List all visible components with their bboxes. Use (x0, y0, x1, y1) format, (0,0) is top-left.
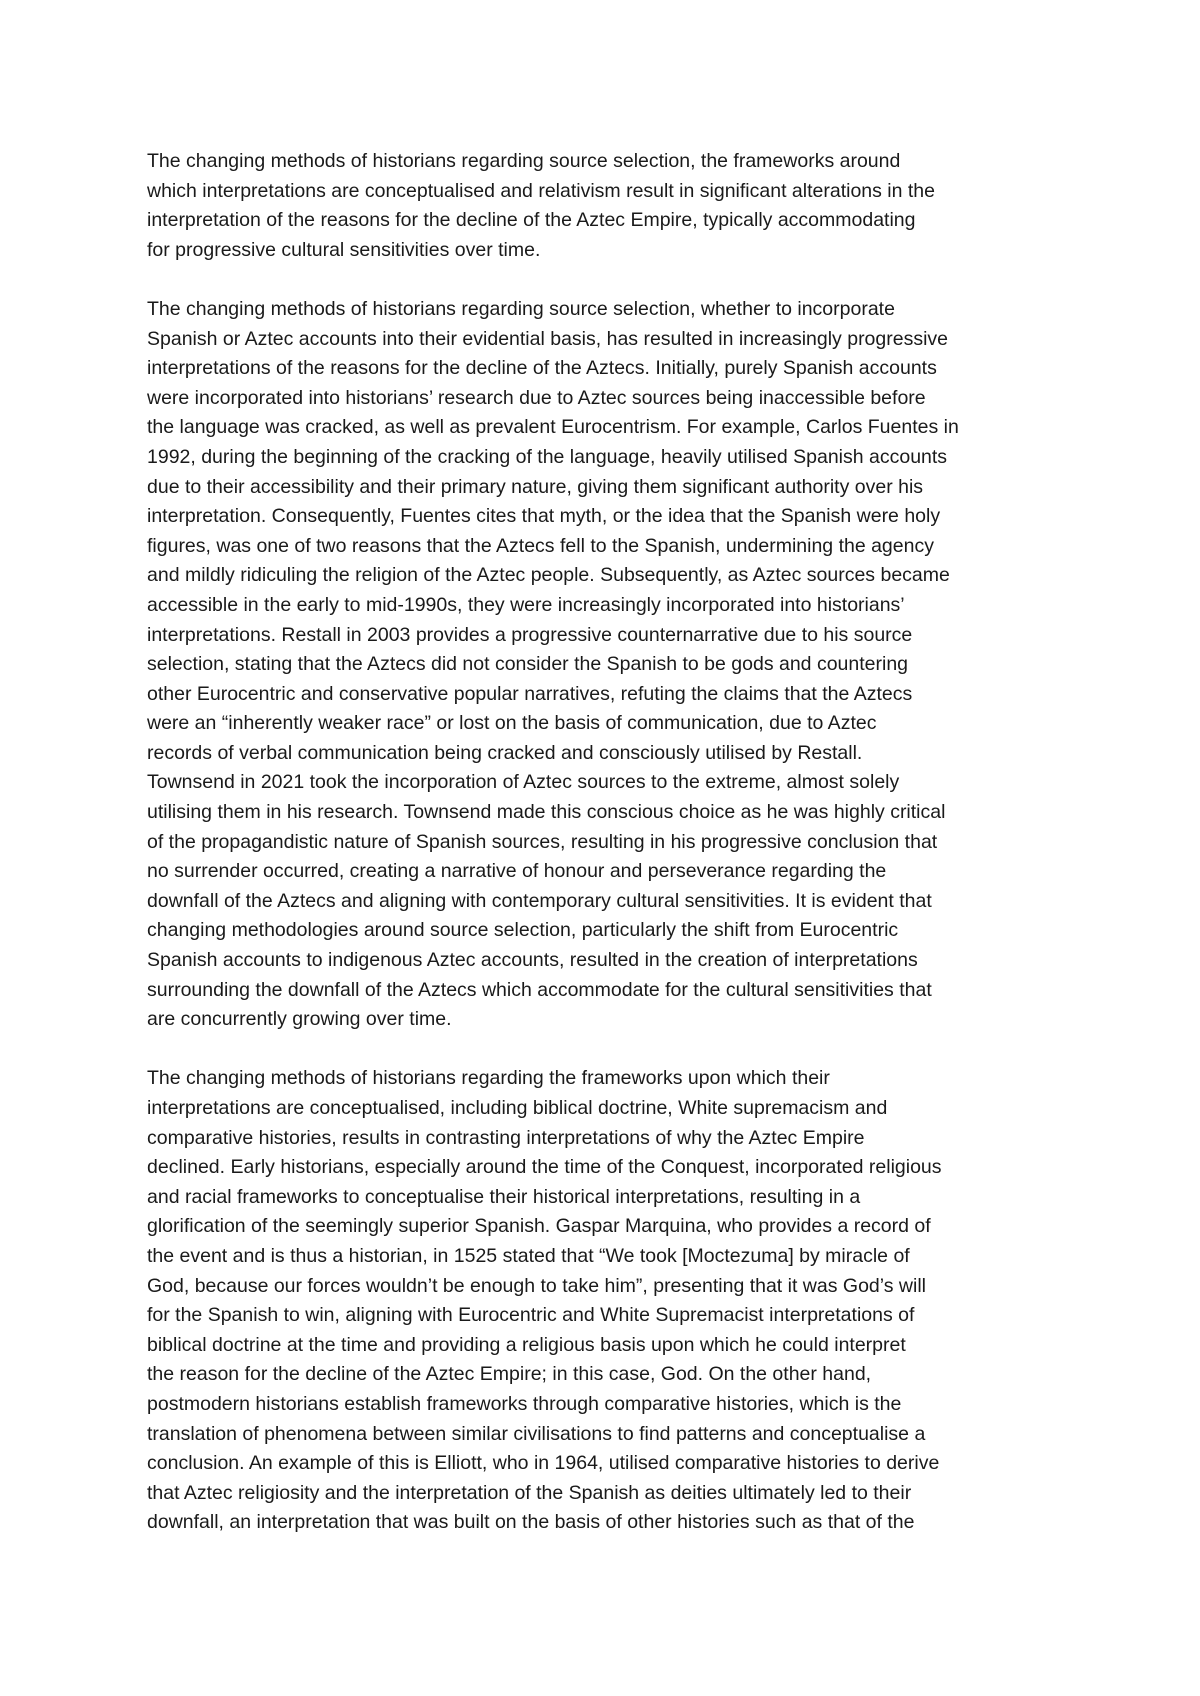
text-line: the event and is thus a historian, in 1525 stated that “We took [Moctezuma] by miracle of (147, 1244, 910, 1267)
text-line: for the Spanish to win, aligning with Eurocentric and White Supremacist interpretations of (147, 1304, 915, 1327)
text-line: downfall of the Aztecs and aligning with contemporary cultural sensitivities. It is evident that (147, 889, 932, 912)
text-line: that Aztec religiosity and the interpretation of the Spanish as deities ultimately led to their (147, 1481, 912, 1504)
text-line: Spanish accounts to indigenous Aztec accounts, resulted in the creation of interpretations (147, 949, 918, 972)
text-line: interpretations are conceptualised, including biblical doctrine, White supremacism and (147, 1097, 888, 1119)
text-line: other Eurocentric and conservative popular narratives, refuting the claims that the Aztecs (147, 682, 913, 705)
paragraph-2 (147, 295, 1069, 1035)
text-line: God, because our forces wouldn’t be enough to take him”, presenting that it was God’s will (147, 1274, 926, 1297)
text-line: downfall, an interpretation that was built on the basis of other histories such as that of the (147, 1511, 915, 1534)
text-line: accessible in the early to mid-1990s, they were increasingly incorporated into historians’ (147, 593, 905, 616)
text-line: The changing methods of historians regarding source selection, whether to incorporate (147, 297, 895, 320)
text-line: interpretation of the reasons for the decline of the Aztec Empire, typically accommodating (147, 209, 916, 232)
text-line: comparative histories, results in contrasting interpretations of why the Aztec Empire (147, 1126, 865, 1149)
text-line: which interpretations are conceptualised and relativism result in significant alterations in the (147, 179, 935, 202)
text-line: The changing methods of historians regarding source selection, the frameworks around (147, 150, 901, 172)
text-line: the reason for the decline of the Aztec Empire; in this case, God. On the other hand, (147, 1363, 872, 1386)
text-line: and mildly ridiculing the religion of the Aztec people. Subsequently, as Aztec sources became (147, 564, 950, 587)
text-line: translation of phenomena between similar civilisations to find patterns and conceptualise a (147, 1422, 926, 1445)
text-line: surrounding the downfall of the Aztecs which accommodate for the cultural sensitivities that (147, 978, 932, 1001)
text-line: declined. Early historians, especially around the time of the Conquest, incorporated religious (147, 1156, 942, 1179)
text-line: the language was cracked, as well as prevalent Eurocentrism. For example, Carlos Fuentes in (147, 416, 959, 439)
text-line: 1992, during the beginning of the cracking of the language, heavily utilised Spanish accounts (147, 445, 948, 468)
text-line: records of verbal communication being cracked and consciously utilised by Restall. (147, 741, 863, 764)
text-line: interpretation. Consequently, Fuentes cites that myth, or the idea that the Spanish were holy (147, 505, 941, 528)
text-line: glorification of the seemingly superior Spanish. Gaspar Marquina, who provides a record of (147, 1215, 931, 1238)
text-line: for progressive cultural sensitivities over time. (147, 238, 541, 261)
text-line: interpretations of the reasons for the decline of the Aztecs. Initially, purely Spanish accounts (147, 357, 937, 380)
paragraph-1 (147, 147, 1069, 265)
text-line: no surrender occurred, creating a narrative of honour and perseverance regarding the (147, 860, 887, 883)
text-line: figures, was one of two reasons that the Aztecs fell to the Spanish, undermining the agency (147, 534, 934, 557)
text-line: were an “inherently weaker race” or lost on the basis of communication, due to Aztec (147, 712, 877, 735)
document-body (147, 147, 1069, 1568)
text-line: due to their accessibility and their primary nature, giving them significant authority over his (147, 475, 924, 498)
text-line: selection, stating that the Aztecs did not consider the Spanish to be gods and countering (147, 653, 909, 676)
text-line: of the propagandistic nature of Spanish sources, resulting in his progressive conclusion that (147, 830, 938, 853)
paragraph-3 (147, 1064, 1069, 1538)
text-line: interpretations. Restall in 2003 provides a progressive counternarrative due to his source (147, 623, 913, 646)
text-line: changing methodologies around source selection, particularly the shift from Eurocentric (147, 919, 899, 942)
text-line: The changing methods of historians regarding the frameworks upon which their (147, 1067, 830, 1090)
text-line: conclusion. An example of this is Elliott, who in 1964, utilised comparative histories to derive (147, 1452, 940, 1475)
text-line: postmodern historians establish frameworks through comparative histories, which is the (147, 1392, 902, 1415)
text-line: biblical doctrine at the time and providing a religious basis upon which he could interpret (147, 1333, 906, 1356)
text-line: and racial frameworks to conceptualise their historical interpretations, resulting in a (147, 1185, 861, 1208)
text-line: Spanish or Aztec accounts into their evidential basis, has resulted in increasingly progressive (147, 327, 949, 350)
text-line: were incorporated into historians’ research due to Aztec sources being inaccessible before (147, 386, 926, 409)
text-line: Townsend in 2021 took the incorporation of Aztec sources to the extreme, almost solely (147, 771, 900, 794)
text-line: are concurrently growing over time. (147, 1008, 452, 1031)
text-line: utilising them in his research. Townsend made this conscious choice as he was highly critical (147, 801, 946, 824)
